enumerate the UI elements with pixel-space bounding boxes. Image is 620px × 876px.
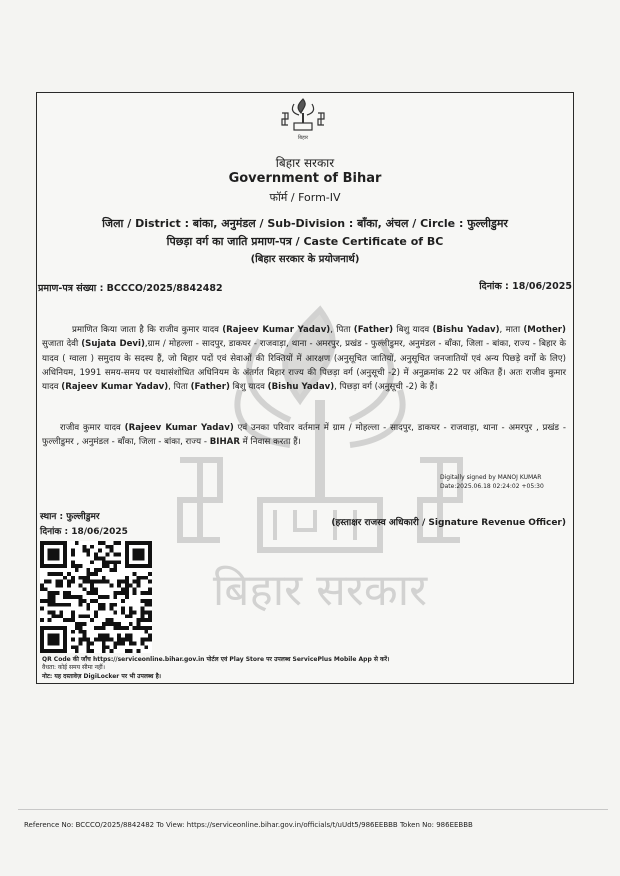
digital-signature-name: Digitally signed by MANOJ KUMAR xyxy=(440,474,542,481)
certificate-paragraph-2: राजीव कुमार यादव (Rajeev Kumar Yadav) एवं उनका परिवार वर्तमान में ग्राम / मोहल्ला - सादपुर, डाकघर - राजवाड़ा, थाना - अमरपुर , प्रखंड - फुल्लीडुमर , अनुमंडल - बाँका, जिला - बांका, राज्य - BIHAR में निवास करता हैं। xyxy=(42,423,566,448)
jurisdiction-line: जिला / District : बांका, अनुमंडल / Sub-Division : बाँका, अंचल / Circle : फुल्लीडुमर xyxy=(102,217,508,230)
digital-signature-date: Date:2025.06.18 02:24:02 +05:30 xyxy=(440,483,544,490)
reference-footer: Reference No: BCCCO/2025/8842482 To View: https://serviceonline.bihar.gov.in/officials/t/uUdt5/986EEBBB Token No: 986EEBBB xyxy=(24,821,473,829)
footer-divider xyxy=(18,809,608,810)
certificate-date: दिनांक : 18/06/2025 xyxy=(479,281,572,292)
form-label: फॉर्म / Form-IV xyxy=(269,191,341,204)
certificate-title: पिछड़ा वर्ग का जाति प्रमाण-पत्र / Caste Certificate of BC xyxy=(166,235,444,248)
certificate-paragraph-1: प्रमाणित किया जाता है कि राजीव कुमार यादव (Rajeev Kumar Yadav), पिता (Father) बिशु यादव (Bishu Yadav), माता (Mother) सुजाता देवी (Sujata Devi),ग्राम / मोहल्ला - सादपुर, डाकघर - राजवाड़ा, थाना - अमरपुर, प्रखंड - फुल्लीडुमर, अनुमंडल - बाँका, जिला - बांका, राज्य - बिहार के यादव ( ग्वाला ) समुदाय के सदस्य हैं, जो बिहार पदों एवं सेवाओं की रिक्तियों में आरक्षण (अनुसूचित जातियों, अनुसूचित जनजातियों एवं अन्य पिछड़े वर्गों के लिए) अधिनियम, 1991 समय-समय पर यथासंशोधित अधिनियम के अंतर्गत बिहार राज्य की पिछड़ा वर्ग (अनुसूची -2) में अनुक्रमांक 22 पर अंकित हैं। अतः राजीव कुमार यादव (Rajeev Kumar Yadav), पिता (Father) बिशु यादव (Bishu Yadav), पिछड़ा वर्ग (अनुसूची -2) के हैं। xyxy=(42,325,566,393)
validity-note: वैधता: कोई समय सीमा नहीं। xyxy=(42,664,105,671)
bihar-emblem-icon xyxy=(278,95,328,140)
place-label: स्थान : फुल्लीडुमर xyxy=(40,512,100,522)
emblem-text: बिहार xyxy=(297,135,309,140)
qr-verification-note: QR Code की जाँच https://serviceonline.bihar.gov.in पोर्टल एवं Play Store पर उपलब्ध ServicePlus Mobile App से करें। xyxy=(42,656,390,663)
title-hindi: बिहार सरकार xyxy=(275,156,335,170)
issue-date: दिनांक : 18/06/2025 xyxy=(40,527,128,537)
watermark-text: बिहार सरकार xyxy=(212,565,428,616)
certificate-number: प्रमाण-पत्र संख्या : BCCCO/2025/8842482 xyxy=(38,283,223,294)
digilocker-note: नोट: यह दस्तावेज़ DigiLocker पर भी उपलब्ध है। xyxy=(42,673,162,680)
qr-code[interactable] xyxy=(40,541,152,653)
signatory-label: (हस्ताक्षर राजस्व अधिकारी / Signature Revenue Officer) xyxy=(331,518,566,528)
title-english: Government of Bihar xyxy=(228,171,382,186)
digital-signature xyxy=(440,473,544,491)
purpose-line: (बिहार सरकार के प्रयोजनार्थ) xyxy=(250,254,360,265)
